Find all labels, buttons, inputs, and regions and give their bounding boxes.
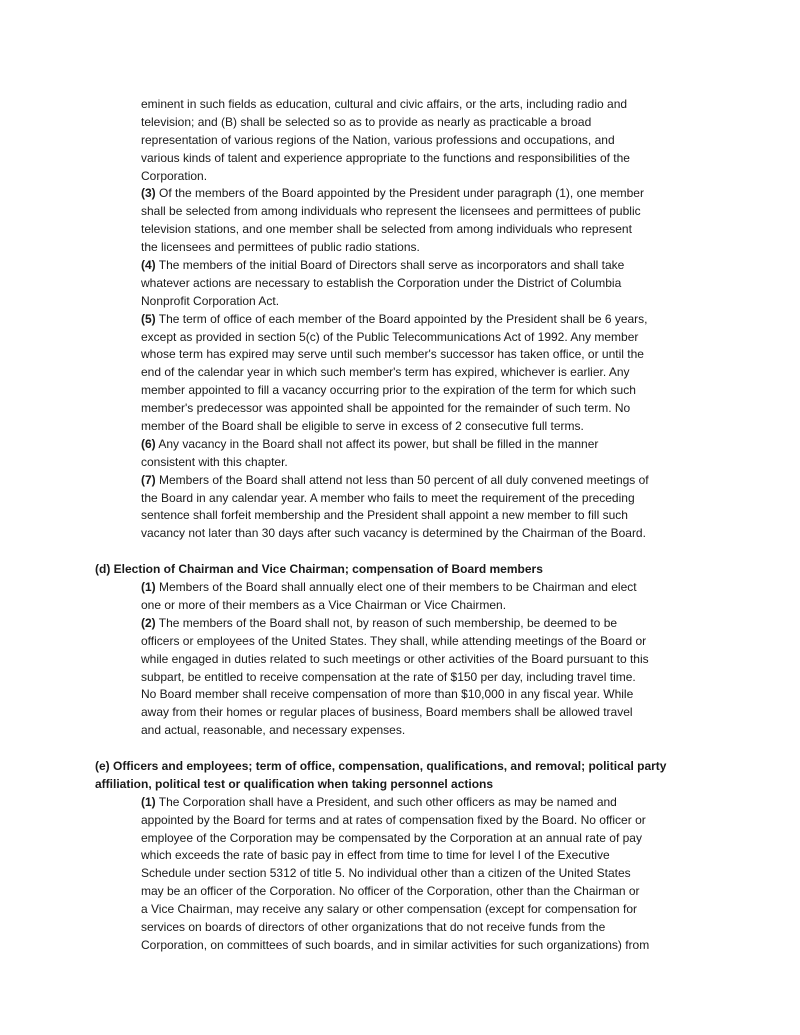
- line-text: The Corporation shall have a President, and such other officers as may be named and: [155, 794, 617, 809]
- line-text: No Board member shall receive compensation of more than $10,000 in any fiscal year. While: [141, 687, 634, 702]
- text-line: [95, 883, 735, 901]
- text-line: [95, 257, 735, 275]
- text-line: [95, 651, 735, 669]
- line-text: which exceeds the rate of basic pay in effect from time to time for level I of the Executive: [141, 848, 610, 863]
- line-text: end of the calendar year in which such member's term has expired, whichever is earlier. Any: [141, 365, 630, 380]
- text-line: [95, 168, 735, 186]
- text-line: [95, 901, 735, 919]
- paragraph-number: (7): [141, 472, 156, 487]
- line-text: away from their homes or regular places of business, Board members shall be allowed travel: [141, 705, 633, 720]
- line-text: eminent in such fields as education, cultural and civic affairs, or the arts, including radio and: [141, 97, 628, 111]
- text-line: [95, 704, 735, 722]
- paragraph: [95, 185, 735, 257]
- line-text: Schedule under section 5312 of title 5. No individual other than a citizen of the United States: [141, 866, 631, 881]
- heading-line: [95, 561, 735, 579]
- text-line: [95, 525, 735, 543]
- line-text: (e) Officers and employees; term of office, compensation, qualifications, and removal; political party: [95, 758, 667, 773]
- paragraph: [95, 436, 735, 472]
- heading-line: [95, 758, 735, 776]
- line-text: Corporation, on committees of such boards, and in similar activities for such organizations) from: [141, 937, 650, 952]
- line-text: representation of various regions of the Nation, various professions and occupations, and: [141, 132, 615, 147]
- line-text: television stations, and one member shall be selected from among individuals who represent: [141, 222, 632, 237]
- text-line: [95, 96, 735, 114]
- text-line: [95, 346, 735, 364]
- line-text: officers or employees of the United States. They shall, while attending meetings of the Board or: [141, 633, 647, 648]
- line-text: member of the Board shall be eligible to serve in excess of 2 consecutive full terms.: [141, 419, 584, 434]
- text-line: [95, 239, 735, 257]
- line-text: The term of office of each member of the Board appointed by the President shall be 6 years,: [155, 311, 648, 326]
- text-line: [95, 669, 735, 687]
- line-text: Nonprofit Corporation Act.: [141, 293, 280, 308]
- line-text: The members of the Board shall not, by reason of such membership, be deemed to be: [155, 615, 618, 630]
- line-text: member appointed to fill a vacancy occurring prior to the expiration of the term for which such: [141, 383, 636, 398]
- text-line: [95, 597, 735, 615]
- paragraph-number: (5): [141, 311, 156, 326]
- text-line: [95, 615, 735, 633]
- line-text: appointed by the Board for terms and at rates of compensation fixed by the Board. No officer or: [141, 812, 646, 827]
- paragraph-number: (6): [141, 436, 156, 451]
- line-text: various kinds of talent and experience appropriate to the functions and responsibilities of the: [141, 150, 630, 165]
- line-text: sentence shall forfeit membership and the President shall appoint a new member to fill such: [141, 508, 628, 523]
- text-line: [95, 221, 735, 239]
- text-line: [95, 329, 735, 347]
- text-line: [95, 418, 735, 436]
- paragraph-number: (3): [141, 186, 156, 201]
- line-text: one or more of their members as a Vice Chairman or Vice Chairmen.: [141, 597, 507, 612]
- text-line: [95, 507, 735, 525]
- line-text: Any vacancy in the Board shall not affect its power, but shall be filled in the manner: [155, 436, 599, 451]
- text-line: [95, 937, 735, 955]
- line-text: (d) Election of Chairman and Vice Chairman; compensation of Board members: [95, 562, 543, 577]
- line-text: a Vice Chairman, may receive any salary or other compensation (except for compensation for: [141, 902, 638, 917]
- text-line: [95, 275, 735, 293]
- paragraph: [95, 472, 735, 544]
- line-text: affiliation, political test or qualification when taking personnel actions: [95, 776, 494, 791]
- paragraph-number: (4): [141, 258, 156, 273]
- line-text: employee of the Corporation may be compensated by the Corporation at an annual rate of pay: [141, 830, 642, 845]
- text-line: [95, 454, 735, 472]
- paragraph-number: (1): [141, 794, 156, 809]
- paragraph: [95, 794, 735, 955]
- line-text: member's predecessor was appointed shall be appointed for the remainder of such term. No: [141, 401, 631, 416]
- text-line: [95, 364, 735, 382]
- text-line: [95, 686, 735, 704]
- text-line: [95, 203, 735, 221]
- line-text: consistent with this chapter.: [141, 454, 288, 469]
- section-heading: [95, 561, 735, 579]
- line-text: Of the members of the Board appointed by the President under paragraph (1), one member: [155, 186, 644, 201]
- section-heading: [95, 758, 735, 794]
- line-text: services on boards of directors of other organizations that do not receive funds from the: [141, 919, 606, 934]
- text-line: [95, 185, 735, 203]
- text-line: [95, 436, 735, 454]
- text-line: [95, 579, 735, 597]
- text-line: [95, 293, 735, 311]
- line-text: Members of the Board shall attend not less than 50 percent of all duly convened meetings of: [155, 472, 649, 487]
- line-text: whatever actions are necessary to establish the Corporation under the District of Columbia: [141, 275, 622, 290]
- text-line: [95, 150, 735, 168]
- paragraph: [95, 615, 735, 740]
- line-text: Corporation.: [141, 168, 208, 183]
- line-text: the licensees and permittees of public radio stations.: [141, 240, 420, 255]
- text-line: [95, 114, 735, 132]
- paragraph-number: (2): [141, 615, 156, 630]
- text-line: [95, 311, 735, 329]
- text-line: [95, 400, 735, 418]
- document-page: [95, 96, 735, 955]
- line-text: the Board in any calendar year. A member who fails to meet the requirement of the preceding: [141, 490, 635, 505]
- line-text: vacancy not later than 30 days after such vacancy is determined by the Chairman of the Board.: [141, 526, 646, 541]
- line-text: subpart, be entitled to receive compensation at the rate of $150 per day, including travel time.: [141, 669, 636, 684]
- line-text: shall be selected from among individuals who represent the licensees and permittees of public: [141, 204, 641, 219]
- heading-line: [95, 776, 735, 794]
- line-text: and actual, reasonable, and necessary expenses.: [141, 723, 406, 738]
- text-line: [95, 919, 735, 937]
- line-text: may be an officer of the Corporation. No officer of the Corporation, other than the Chairman or: [141, 884, 640, 899]
- text-line: [95, 382, 735, 400]
- text-line: [95, 794, 735, 812]
- text-line: [95, 490, 735, 508]
- text-line: [95, 865, 735, 883]
- blank-line: [95, 543, 735, 561]
- text-line: [95, 472, 735, 490]
- paragraph-number: (1): [141, 580, 156, 595]
- text-line: [95, 132, 735, 150]
- text-line: [95, 722, 735, 740]
- text-line: [95, 633, 735, 651]
- line-text: The members of the initial Board of Directors shall serve as incorporators and shall take: [155, 258, 625, 273]
- paragraph: [95, 257, 735, 311]
- line-text: whose term has expired may serve until such member's successor has taken office, or until the: [141, 347, 644, 362]
- paragraph: [95, 96, 735, 185]
- line-text: while engaged in duties related to such meetings or other activities of the Board pursuant to this: [141, 651, 649, 666]
- text-line: [95, 830, 735, 848]
- line-text: except as provided in section 5(c) of the Public Telecommunications Act of 1992. Any member: [141, 329, 639, 344]
- line-text: Members of the Board shall annually elect one of their members to be Chairman and elect: [155, 580, 637, 595]
- paragraph: [95, 311, 735, 436]
- blank-line: [95, 740, 735, 758]
- text-line: [95, 812, 735, 830]
- paragraph: [95, 579, 735, 615]
- text-line: [95, 847, 735, 865]
- line-text: television; and (B) shall be selected so as to provide as nearly as practicable a broad: [141, 114, 592, 129]
